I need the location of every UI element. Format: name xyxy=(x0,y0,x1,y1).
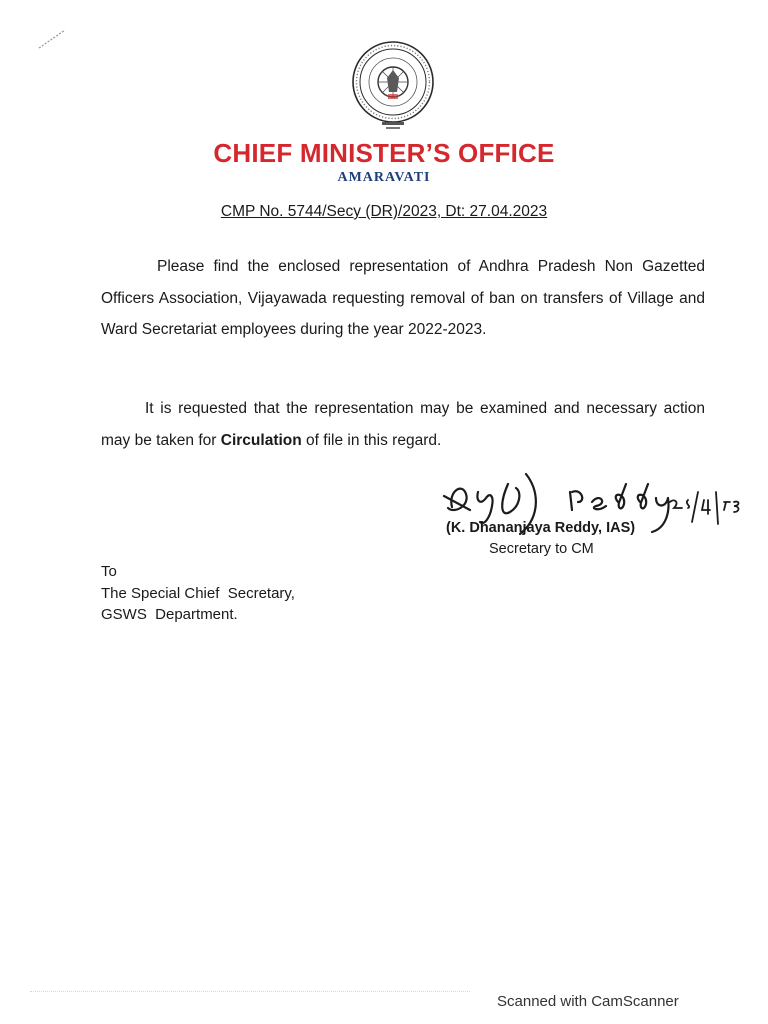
office-title: CHIEF MINISTER’S OFFICE xyxy=(213,138,555,168)
addressee-block xyxy=(101,561,295,626)
reference-number: CMP No. 5744/Secy (DR)/2023, Dt: 27.04.2023 xyxy=(220,203,548,220)
para2-text-end: of file in this regard. xyxy=(301,431,442,449)
addressee-to: To xyxy=(101,563,117,580)
para2-bold-word: Circulation xyxy=(220,431,302,449)
scanner-watermark: Scanned with CamScanner xyxy=(497,993,679,1010)
body-paragraph-1: Please find the enclosed representation of Andhra Pradesh Non Gazetted Officers Association, Vijayawada requesting removal of ban on transfers of Village and Ward Secretariat employees during the year 2022-2023. xyxy=(101,258,705,338)
office-city: AMARAVATI xyxy=(337,170,431,185)
signatory-name: (K. Dhananjaya Reddy, IAS) xyxy=(446,520,636,536)
addressee-line-1: The Special Chief Secretary, xyxy=(101,584,295,602)
addressee-line-2: GSWS Department. xyxy=(101,606,238,623)
pen-mark-icon xyxy=(37,28,67,50)
ap-state-emblem-icon xyxy=(348,40,438,132)
para2-text-start: It is requested that the representation may be examined and necessary action may be taken for xyxy=(101,400,705,449)
signatory-designation: Secretary to CM xyxy=(489,541,594,557)
footer-divider xyxy=(30,991,470,992)
body-paragraph-2 xyxy=(101,393,705,456)
